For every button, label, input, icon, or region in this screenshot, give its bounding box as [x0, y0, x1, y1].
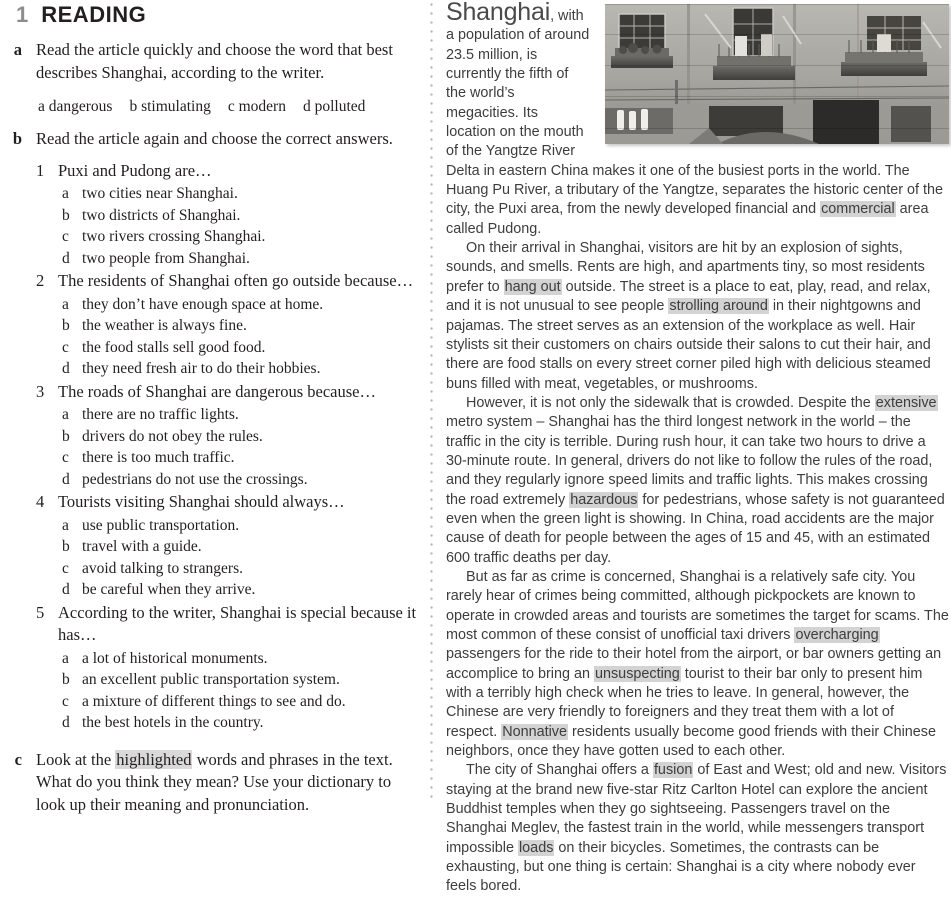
task-a-instruction: Read the article quickly and choose the word that best describes Shanghai, according to the writer. [36, 40, 393, 82]
question-item [36, 491, 419, 601]
article-text: tourist to their bar only to present him with a terribly high check when he tries to leave. In general, however, the Chinese are very friendly to foreigners and they treat them with a lot of respect. [446, 665, 923, 740]
article-text: passengers for the ride to their hotel from the airport, or bar owners getting an accomplice to bring an [446, 646, 942, 682]
question-item [36, 160, 419, 270]
answer-options [36, 294, 419, 380]
answer-text: two people from Shanghai. [82, 249, 250, 267]
option-c-modern[interactable]: c modern [227, 98, 286, 115]
question-stem-row [36, 270, 419, 293]
answer-text: a lot of historical monuments. [82, 649, 268, 667]
answer-option[interactable] [62, 515, 419, 537]
answer-text: two districts of Shanghai. [82, 206, 241, 224]
answer-letter: b [62, 538, 70, 555]
answer-letter: c [62, 338, 69, 356]
answer-text: pedestrians do not use the crossings. [82, 470, 308, 488]
answer-text: there are no traffic lights. [82, 406, 239, 423]
article-paragraph [446, 239, 949, 394]
highlighted-vocabulary: hazardous [570, 491, 638, 508]
answer-text: drivers do not obey the rules. [82, 427, 263, 445]
answer-option[interactable] [62, 579, 419, 601]
question-stem-row [36, 381, 419, 404]
exercise-title: READING [41, 2, 147, 27]
highlighted-vocabulary: overcharging [795, 627, 879, 643]
reading-exercise-column [0, 0, 425, 814]
answer-option[interactable] [62, 536, 419, 558]
task-c-letter: c [14, 749, 22, 769]
option-a-dangerous[interactable]: a dangerous [38, 98, 113, 115]
answer-option[interactable] [62, 712, 419, 734]
answer-option[interactable] [62, 226, 419, 248]
article-paragraph [446, 568, 949, 761]
task-c-text-part2: words and phrases in the text. What do you think they mean? Use your dictionary to look up their meaning and pronunciation. [36, 749, 393, 814]
answer-options [36, 183, 419, 269]
question-item [36, 270, 419, 380]
article-text: But as far as crime is concerned, Shanghai is a relatively safe city. You rarely hear of crimes being committed, although pickpockets are known to operate in crowded areas and tourists are sometimes the target for scams. The most common of these consist of unofficial taxi drivers [446, 568, 949, 643]
task-c-highlighted-word: highlighted [116, 749, 192, 769]
answer-option[interactable] [62, 469, 419, 491]
highlighted-vocabulary: unsuspecting [594, 665, 680, 682]
answer-options [36, 515, 419, 601]
answer-letter: a [62, 295, 69, 313]
answer-letter: a [62, 185, 69, 202]
answer-text: a mixture of different things to see and do. [82, 692, 346, 710]
exercise-header [0, 2, 419, 28]
task-b [0, 128, 419, 735]
question-stem-row [36, 160, 419, 183]
option-d-polluted[interactable]: d polluted [302, 98, 366, 115]
answer-letter: c [62, 559, 69, 577]
highlighted-vocabulary: extensive [875, 394, 937, 411]
answer-letter: b [62, 671, 70, 688]
answer-text: the food stalls sell good food. [82, 338, 266, 356]
answer-option[interactable] [62, 426, 419, 448]
task-a-options [36, 96, 419, 117]
article-text: for pedestrians, whose safety is not guaranteed even when the green light is showing. In China, road accidents are the major cause of death for people between the ages of 15 and 45, with an estimated 600 traffic deaths per day. [446, 491, 945, 566]
answer-options [36, 404, 419, 490]
answer-letter: c [62, 449, 69, 466]
answer-text: they need fresh air to do their hobbies. [82, 360, 321, 377]
answer-option[interactable] [62, 648, 419, 670]
answer-letter: b [62, 427, 70, 445]
article-paragraph [446, 761, 949, 896]
answer-text: two rivers crossing Shanghai. [82, 228, 266, 245]
answer-letter: a [62, 516, 69, 534]
answer-letter: d [62, 470, 70, 488]
question-list [36, 160, 419, 734]
article-text: on their bicycles. Sometimes, the contrasts can be exhausting, but one thing is certain: Shanghai is a city where nobody ever feels bored. [446, 839, 916, 895]
answer-text: the best hotels in the country. [82, 714, 264, 731]
answer-text: travel with a guide. [82, 538, 202, 555]
answer-options [36, 648, 419, 734]
answer-letter: b [62, 206, 70, 224]
article-lead-word: Shanghai [446, 0, 551, 26]
column-divider [430, 0, 433, 801]
article-text: On their arrival in Shanghai, visitors are hit by an explosion of sights, sounds, and smells. Rents are high, and apartments tiny, so most residents prefer to [446, 240, 925, 295]
article-text: , with a population of around 23.5 million, is currently the fifth of the world’s megacities. Its location on the mouth of the Yangtze River Delta in eastern China makes it one of the busiest ports in the world. The Huang Pu River, a tributary of the Yangtze, separates the historic center of the city, the Puxi area, from the newly developed financial and [446, 8, 944, 218]
highlighted-vocabulary: fusion [653, 762, 693, 779]
question-item [36, 381, 419, 491]
task-c-text-part1: Look at the [36, 749, 116, 769]
question-stem: Puxi and Pudong are… [58, 160, 212, 180]
highlighted-vocabulary: commercial [821, 201, 895, 218]
article-text: outside. The street is a place to eat, play, read, and relax, and it is not unusual to see people [446, 278, 931, 315]
answer-text: an excellent public transportation system. [82, 671, 340, 688]
answer-option[interactable] [62, 337, 419, 359]
task-b-letter: b [12, 129, 22, 148]
answer-option[interactable] [62, 558, 419, 580]
article-text: in their nightgowns and pajamas. The street serves as an extension of the workplace as well. Hair stylists sit their customers on chairs outside their salons to cut their hair, and there are food stalls on every street corner piled high with delicious steamed buns filled with meat, vegetables, or mushrooms. [446, 298, 931, 392]
answer-letter: d [62, 581, 70, 598]
answer-text: there is too much traffic. [82, 449, 235, 466]
answer-text: avoid talking to strangers. [82, 559, 243, 577]
question-number: 4 [36, 492, 45, 511]
question-number: 3 [36, 381, 45, 401]
article-text: metro system – Shanghai has the third longest network in the world – the traffic in the city is terrible. During rush hour, it can take two hours to drive a 30-minute route. In general, drivers do not like to follow the rules of the road, and they regularly ignore speed limits and traffic lights. This makes crossing the road extremely [446, 414, 933, 508]
answer-text: they don’t have enough space at home. [82, 295, 324, 313]
answer-option[interactable] [62, 404, 419, 426]
answer-letter: d [62, 714, 70, 731]
highlighted-vocabulary: strolling around [669, 298, 768, 315]
answer-option[interactable] [62, 669, 419, 691]
answer-letter: a [62, 406, 69, 423]
highlighted-vocabulary: Nonnative [502, 723, 568, 740]
option-b-stimulating[interactable]: b stimulating [129, 98, 211, 115]
answer-text: use public transportation. [82, 516, 240, 534]
task-a-letter: a [13, 40, 22, 59]
article-text: The city of Shanghai offers a [466, 762, 653, 779]
answer-option[interactable] [62, 183, 419, 205]
highlighted-vocabulary: hang out [504, 278, 561, 295]
exercise-number: 1 [16, 2, 29, 27]
answer-letter: d [62, 249, 70, 267]
question-stem: Tourists visiting Shanghai should always… [58, 492, 345, 511]
article-text: However, it is not only the sidewalk that is crowded. Despite the [466, 394, 875, 411]
answer-option[interactable] [62, 358, 419, 380]
question-number: 5 [36, 602, 45, 622]
answer-letter: b [62, 317, 70, 334]
answer-option[interactable] [62, 248, 419, 270]
article-text: of East and West; old and new. Visitors staying at the brand new five-star Ritz Carlton Hotel can explore the ancient Buddhist temples when they go sightseeing. Passengers travel on the Shanghai Meglev, the fastest train in the world, while messengers transport impossible [446, 762, 947, 856]
article-paragraph [446, 394, 949, 568]
task-a [0, 39, 419, 117]
answer-option[interactable] [62, 691, 419, 713]
question-stem: The roads of Shanghai are dangerous because… [58, 381, 376, 401]
answer-text: two cities near Shanghai. [82, 185, 238, 202]
answer-letter: d [62, 360, 70, 377]
question-stem-row [36, 491, 419, 514]
question-number: 1 [36, 160, 45, 180]
answer-text: the weather is always fine. [82, 317, 247, 334]
answer-option[interactable] [62, 315, 419, 337]
task-c [0, 749, 419, 817]
answer-letter: c [62, 692, 69, 710]
task-b-instruction: Read the article again and choose the correct answers. [36, 129, 393, 148]
shanghai-building-photo [605, 4, 949, 144]
article-text: residents usually become good friends with their Chinese neighbors, once they have gotten used to each other. [446, 723, 936, 760]
photo-artwork [605, 4, 949, 144]
article-text: area called Pudong. [446, 201, 929, 237]
question-number: 2 [36, 271, 45, 290]
answer-text: be careful when they arrive. [82, 581, 256, 598]
answer-letter: c [62, 228, 69, 245]
highlighted-vocabulary: loads [518, 839, 554, 856]
question-stem-row [36, 602, 419, 647]
answer-option[interactable] [62, 205, 419, 227]
question-stem: The residents of Shanghai often go outside because… [58, 271, 414, 290]
answer-letter: a [62, 649, 69, 667]
question-stem: According to the writer, Shanghai is special because it has… [58, 602, 417, 644]
article-column [446, 0, 951, 895]
answer-option[interactable] [62, 294, 419, 316]
question-item [36, 602, 419, 734]
task-c-instruction [36, 749, 419, 817]
answer-option[interactable] [62, 447, 419, 469]
